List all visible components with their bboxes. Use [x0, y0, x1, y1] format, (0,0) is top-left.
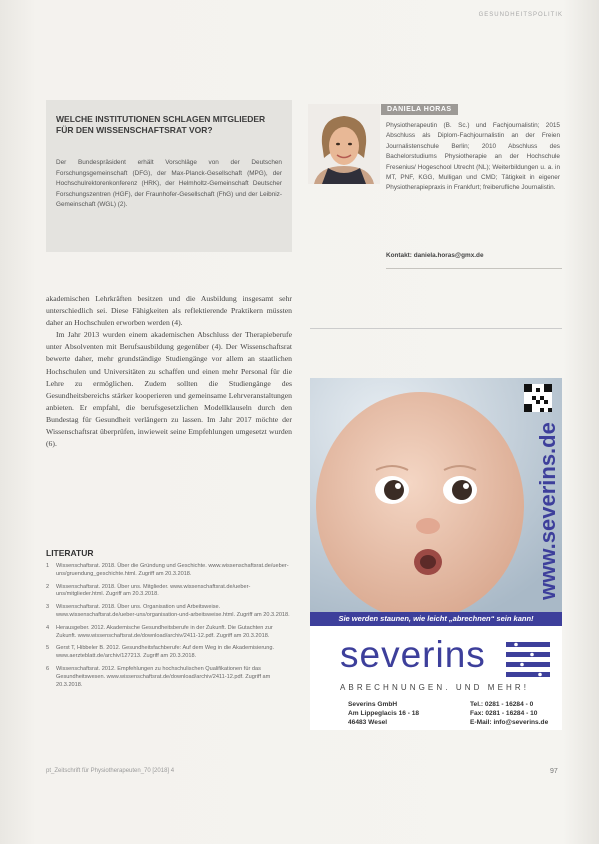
severins-logo-mark-icon [506, 640, 550, 680]
divider [310, 328, 562, 329]
author-photo [308, 104, 380, 184]
severins-logo: severins [340, 634, 486, 675]
body-paragraph: Im Jahr 2013 wurden einem akademischen Abschluss der Therapieberufe unter Absolventen mit Berufsausbildung gegenüber (4). Der Wissenschaftsrat bewerte daher, mehr grundständige Studiengänge vor allem an staatlichen Hochschulen und Universitäten zu schaffen und einen mehr Personal für die Lehre zu ermöglichen. Zudem sollten die Studiengänge des Gesundheitsbereichs stärker kooperieren und gemeinsame Lehrveranstaltungen anbieten. Er empfahl, die berufsgesetzlichen Modellklauseln durch den Bundestag für Gesundheit verlängern zu lassen. Im Jahr 2017 möchte der Wissenschaftsrat überprüfen, inwieweit seine Empfehlungen umgesetzt wurden (6). [46, 330, 292, 449]
literature-item: 4 Herausgeber. 2012. Akademische Gesundheitsberufe in der Zukunft. Die Gutachten zur Zukunft. www.wissenschaftsrat.de/download/archiv/2411-12.pdf. Zugriff am 20.3.2018. [46, 624, 273, 639]
author-bio: Physiotherapeutin (B. Sc.) und Fachjournalistin; 2015 Abschluss als Diplom-Fachjournalistin an der Freien Journalistenschule Berlin; 2010 Abschluss des Bachelorstudiums Physiotherapie an der Hochschule Fresenius/ Hogeschool Utrecht (NL); Weiterbildungen u. a. in MT, PNF, KGG, Mulligan und CMD; Tätigkeit in eigener Physiotherapiepraxis in Frankfurt; freiberufliche Journalistin. [386, 122, 560, 192]
severins-advertisement[interactable] [310, 378, 562, 730]
ad-contact: Tel.: 0281 - 16284 - 0 Fax: 0281 - 16284 - 10 E-Mail: info@severins.de [470, 701, 549, 726]
literature-item: 2 Wissenschaftsrat. 2018. Über uns. Mitglieder. www.wissenschaftsrat.de/ueber-uns/mitglieder.html. Zugriff am 20.3.2018. [46, 583, 251, 598]
ad-subline: ABRECHNUNGEN. UND MEHR! [340, 683, 530, 692]
literature-item: 1 Wissenschaftsrat. 2018. Über die Gründung und Geschichte. www.wissenschaftsrat.de/ueber-uns/gruendung_geschichte.html. Zugriff am 20.3.2018. [46, 563, 289, 577]
info-box-text: Der Bundespräsident erhält Vorschläge von der Deutschen Forschungsgemeinschaft (DFG), der Max-Planck-Gesellschaft (MPG), der Hochschulrektorenkonferenz (HRK), der Helmholtz-Gemeinschaft Deutscher Forschungszentren (HGF), der Fraunhofer-Gesellschaft (FhG) und der Leibniz-Gemeinschaft (WGL) (2). [56, 159, 282, 209]
literature-item: 3 Wissenschaftsrat. 2018. Über uns. Organisation und Arbeitsweise. www.wissenschaftsrat.de/ueber-uns/organisation-und-arbeitsweise.html. Zugriff am 20.3.2018. [46, 604, 290, 618]
ad-url-vertical[interactable]: www.severins.de [535, 422, 560, 600]
footer-journal: pt_Zeitschrift für Physiotherapeuten_70 [2018] 4 [46, 768, 175, 774]
baby-face-image [310, 378, 562, 612]
author-portrait-image [308, 104, 380, 184]
article-body [46, 293, 292, 450]
qr-code-icon[interactable] [524, 384, 552, 412]
info-box [46, 100, 292, 252]
body-paragraph: akademischen Lehrkräften besitzen und die Ausbildung insgesamt sehr unterschiedlich sei. Diese Fähigkeiten als reflektierende Praktikern müssten daher an Hochschulen erworben werden (4). [46, 294, 292, 328]
literature-item: 5 Gerst T, Hibbeler B. 2012. Gesundheitsfachberufe: Auf dem Weg in die Akademisierung. www.aerzteblatt.de/archiv/127213. Zugriff am 20.3.2018. [46, 645, 275, 660]
literature-item: 6 Wissenschaftsrat. 2012. Empfehlungen zu hochschulischen Qualifikationen für das Gesundheitswesen. www.wissenschaftsrat.de/download/archiv/2411-12.pdf. Zugriff am 20.3.2018. [46, 665, 271, 688]
section-header: GESUNDHEITSPOLITIK [478, 12, 563, 18]
divider [386, 268, 562, 269]
author-name-tag: DANIELA HORAS [381, 104, 458, 115]
author-contact: Kontakt: daniela.horas@gmx.de [386, 252, 484, 259]
ad-address: Severins GmbH Am Lippeglacis 16 - 18 46483 Wesel [348, 701, 420, 726]
baby-photo [310, 378, 562, 612]
literature-title: LITERATUR [46, 548, 94, 558]
info-box-title: WELCHE INSTITUTIONEN SCHLAGEN MITGLIEDER FÜR DEN WISSENSCHAFTSRAT VOR? [56, 114, 266, 135]
page-number: 97 [550, 768, 558, 775]
literature-list [46, 563, 292, 694]
ad-slogan: Sie werden staunen, wie leicht „abrechnen“ sein kann! [310, 612, 562, 626]
